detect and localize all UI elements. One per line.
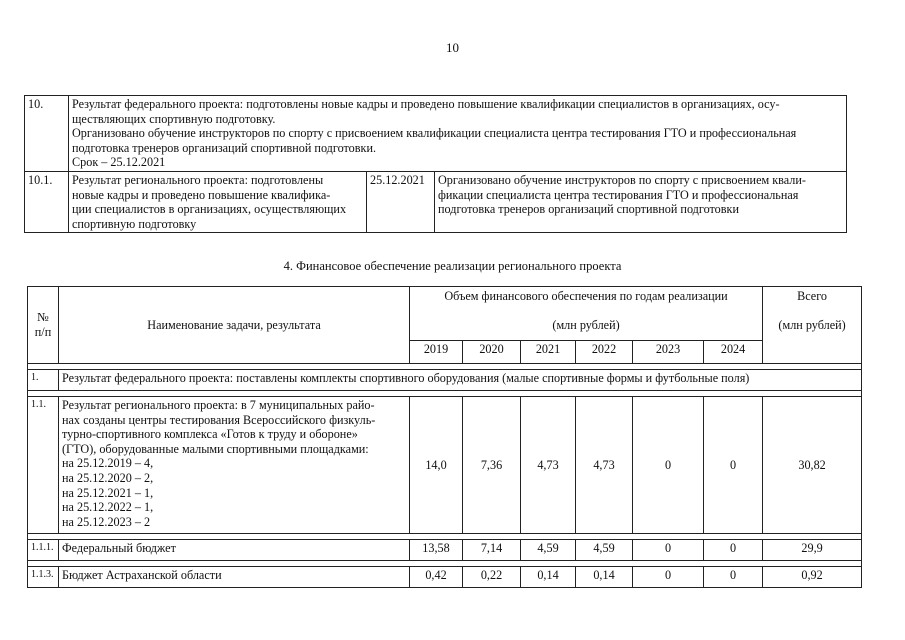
value-2020: 0,22 (463, 567, 521, 588)
year-2021: 2021 (521, 341, 576, 364)
value-2022: 0,14 (576, 567, 633, 588)
header-volume-title: Объем финансового обеспечения по годам реализации (444, 289, 728, 303)
row-number: 10.1. (25, 172, 69, 233)
value-2019: 13,58 (410, 540, 463, 561)
row-number: 1.1. (28, 397, 59, 534)
page-number: 10 (446, 40, 459, 55)
year-2022: 2022 (576, 341, 633, 364)
header-volume-unit: (млн рублей) (552, 317, 620, 332)
header-total (763, 287, 862, 364)
table-row (25, 96, 847, 172)
table-row (28, 397, 862, 534)
value-2020: 7,14 (463, 540, 521, 561)
table-row (28, 567, 862, 588)
value-2024: 0 (704, 567, 763, 588)
value-2023: 0 (633, 540, 704, 561)
results-table (24, 95, 847, 233)
header-total-unit: (млн рублей) (778, 317, 846, 332)
section-title: 4. Финансовое обеспечение реализации регионального проекта (283, 259, 622, 273)
year-2023: 2023 (633, 341, 704, 364)
value-2019: 14,0 (410, 397, 463, 534)
year-2024: 2024 (704, 341, 763, 364)
header-row (28, 287, 862, 341)
value-2021: 4,59 (521, 540, 576, 561)
value-2024: 0 (704, 397, 763, 534)
value-total: 29,9 (763, 540, 862, 561)
federal-result-text: Результат федерального проекта: подготовлены новые кадры и проведено повышение квалификации специалистов в организациях, осу- ществляющих спортивную подготовку. Организовано обучение инструкторов по спорту с присвоением квалификации специалиста центра тестирования ГТО и профессиональная подготовка тренеров организаций спортивной подготовки. Срок – 25.12.2021 (69, 96, 847, 172)
table-row (28, 540, 862, 561)
section-row-text: Результат федерального проекта: поставлены комплекты спортивного оборудования (малые спортивные формы и футбольные поля) (59, 370, 862, 391)
value-2023: 0 (633, 567, 704, 588)
row-number: 1. (28, 370, 59, 391)
value-2022: 4,73 (576, 397, 633, 534)
value-2020: 7,36 (463, 397, 521, 534)
row-number: 1.1.1. (28, 540, 59, 561)
header-total-title: Всего (797, 289, 827, 303)
financing-table (27, 286, 862, 588)
header-name: Наименование задачи, результата (59, 287, 410, 364)
value-2023: 0 (633, 397, 704, 534)
year-2020: 2020 (463, 341, 521, 364)
row-text: Федеральный бюджет (59, 540, 410, 561)
value-2021: 0,14 (521, 567, 576, 588)
value-2019: 0,42 (410, 567, 463, 588)
row-text: Бюджет Астраханской области (59, 567, 410, 588)
value-total: 30,82 (763, 397, 862, 534)
header-volume (410, 287, 763, 341)
value-2022: 4,59 (576, 540, 633, 561)
deadline-date: 25.12.2021 (367, 172, 435, 233)
table-row (25, 172, 847, 233)
value-2021: 4,73 (521, 397, 576, 534)
row-text: Результат регионального проекта: в 7 муниципальных райо- нах созданы центры тестирования Всероссийского физкуль- турно-спортивного комплекса «Готов к труду и обороне» (ГТО), оборудованные малыми спортивными площадками: на 25.12.2019 – 4, на 25.12.2020 – 2, на 25.12.2021 – 1, на 25.12.2022 – 1, на 25.12.2023 – 2 (59, 397, 410, 534)
row-number: 1.1.3. (28, 567, 59, 588)
regional-result-text: Результат регионального проекта: подготовлены новые кадры и проведено повышение квалифика- ции специалистов в организациях, осуществляющих спортивную подготовку (69, 172, 367, 233)
table-row (28, 370, 862, 391)
row-number: 10. (25, 96, 69, 172)
value-total: 0,92 (763, 567, 862, 588)
header-number: № п/п (28, 287, 59, 364)
value-2024: 0 (704, 540, 763, 561)
year-2019: 2019 (410, 341, 463, 364)
result-description: Организовано обучение инструкторов по спорту с присвоением квали- фикации специалиста центра тестирования ГТО и профессиональная подготовка тренеров организаций спортивной подготовки (435, 172, 847, 233)
